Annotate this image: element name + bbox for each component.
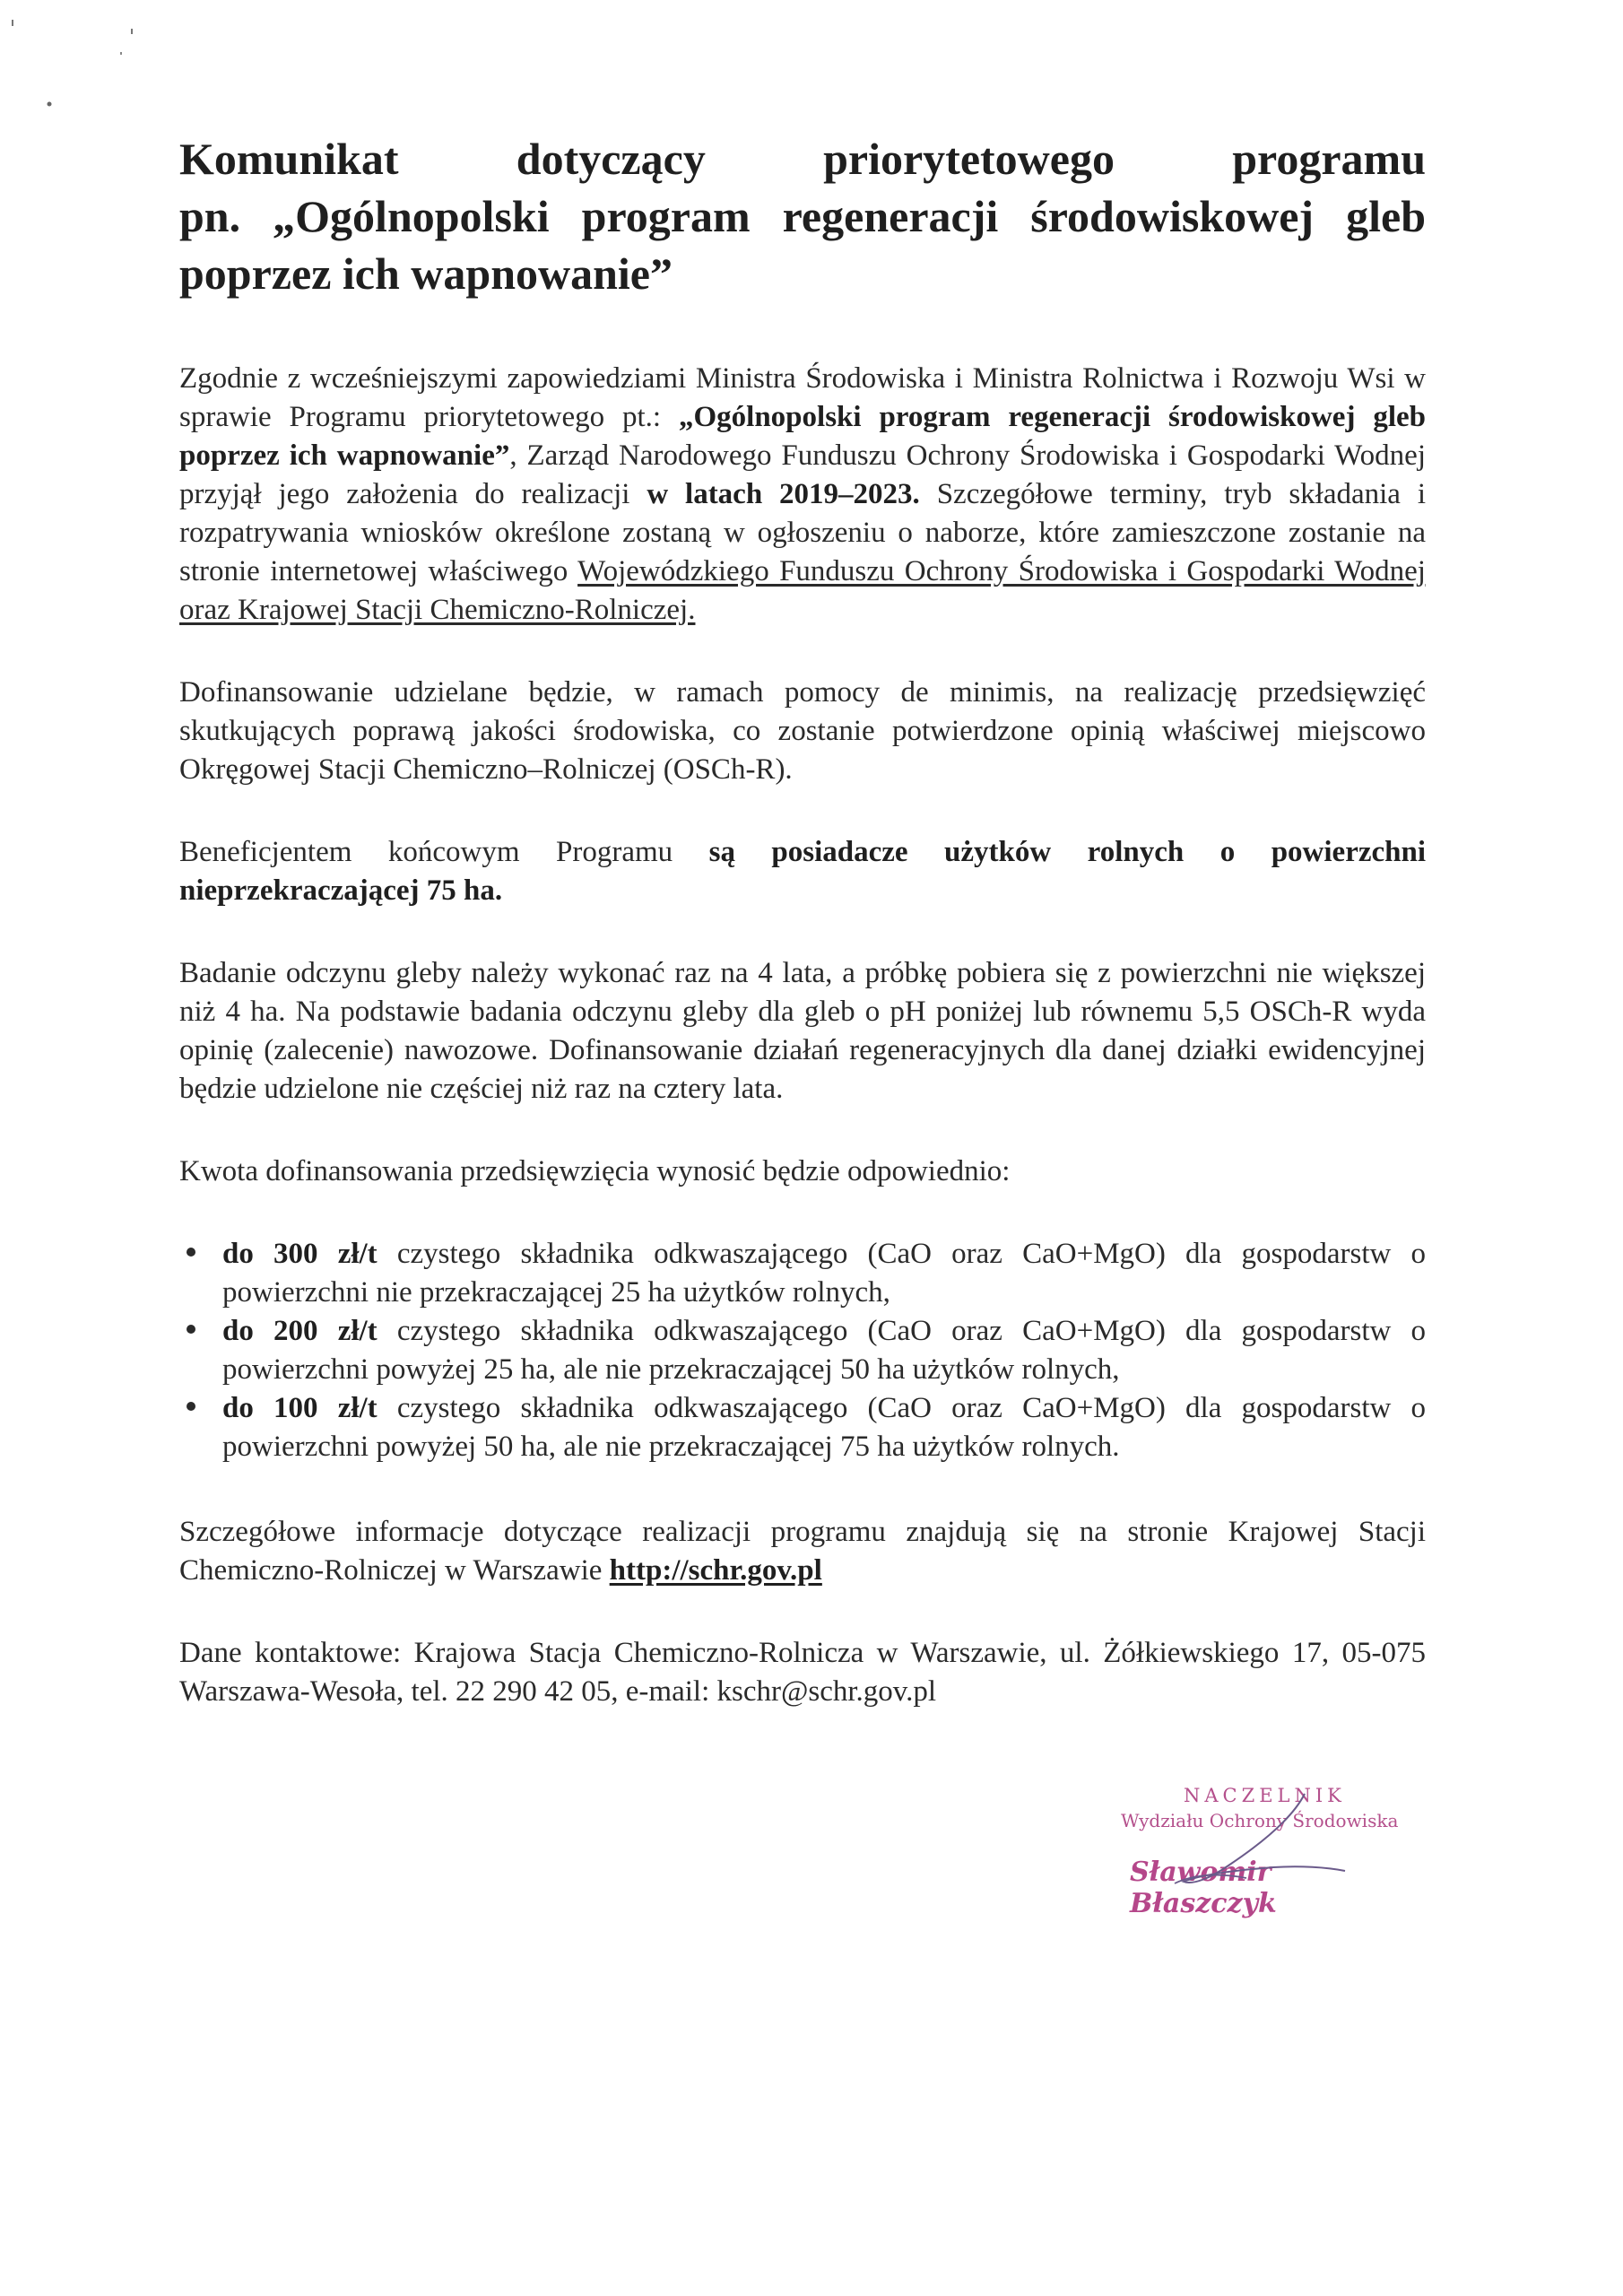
amount-description: czystego składnika odkwaszającego (CaO oraz CaO+MgO) dla gospodarstw o powierzchni nie przekraczającej 25 ha użytków rolnych, [222, 1238, 1427, 1309]
intro-text-2: , Zarząd Narodowego Funduszu Ochrony Środowiska i Gospodarki Wodnej przyjął jego założenia do realizacji [179, 439, 1427, 510]
title-first-line [179, 130, 1426, 187]
intro-text-3: Szczegółowe terminy, tryb składania i rozpatrywania wniosków określone zostaną w ogłoszeniu o naborze, które zamieszczone zostanie na stronie internetowej właściwego [179, 478, 1426, 587]
details-paragraph [179, 1513, 1426, 1590]
amount-value: do 100 zł/t [222, 1392, 378, 1424]
amounts-list [179, 1235, 1426, 1466]
stamp-department: Wydziału Ochrony Środowiska [1121, 1810, 1399, 1831]
bullet-icon [187, 1325, 195, 1334]
title-word: programu [1232, 134, 1426, 184]
amount-description: czystego składnika odkwaszającego (CaO oraz CaO+MgO) dla gospodarstw o powierzchni powyżej 50 ha, ale nie przekraczającej 75 ha użytków rolnych. [222, 1392, 1427, 1463]
program-name: „Ogólnopolski program regeneracji środowiskowej gleb poprzez ich wapnowanie” [179, 401, 1426, 472]
document-title [179, 130, 1426, 302]
program-years: w latach 2019–2023. [647, 478, 920, 510]
intro-text-1: Zgodnie z wcześniejszymi zapowiedziami Ministra Środowiska i Ministra Rolnictwa i Rozwoju Wsi w sprawie Programu priorytetowego pt.: [179, 362, 1426, 433]
stamp-name: Sławomir Błaszczyk [1130, 1857, 1277, 1919]
beneficiary-bold: są posiadacze użytków rolnych o powierzchni nieprzekraczającej 75 ha. [179, 836, 1427, 907]
beneficiary-paragraph [179, 833, 1426, 910]
stamp-title: NACZELNIK [1184, 1785, 1346, 1806]
handwritten-signature [1121, 1785, 1426, 1901]
list-item [179, 1312, 1426, 1389]
soil-test-paragraph: Badanie odczynu gleby należy wykonać raz na 4 lata, a próbkę pobiera się z powierzchni nie większej niż 4 ha. Na podstawie badania odczynu gleby dla gleb o pH poniżej lub równemu 5,5 OSCh-R wyda opinię (zalecenie) nawozowe. Dofinansowanie działań regeneracyjnych dla danej działki ewidencyjnej będzie udzielone nie częściej niż raz na cztery lata. [179, 957, 1426, 1105]
title-word: dotyczący [516, 134, 706, 184]
amount-value: do 300 zł/t [222, 1238, 378, 1270]
scan-specks [0, 0, 179, 126]
beneficiary-text: Beneficjentem końcowym Programu [179, 836, 709, 868]
funding-paragraph: Dofinansowanie udzielane będzie, w ramach pomocy de minimis, na realizację przedsięwzięć skutkujących poprawą jakości środowiska, co zostanie potwierdzone opinią właściwej miejscowo Okręgowej Stacji Chemiczno–Rolniczej (OSCh-R). [179, 676, 1426, 786]
bullet-icon [187, 1402, 195, 1411]
amount-intro: Kwota dofinansowania przedsięwzięcia wynosić będzie odpowiednio: [179, 1155, 1011, 1187]
title-rest: pn. „Ogólnopolski program regeneracji środowiskowej gleb poprzez ich wapnowanie” [179, 191, 1426, 299]
list-item [179, 1235, 1426, 1312]
bullet-icon [187, 1248, 195, 1257]
details-text: Szczegółowe informacje dotyczące realizacji programu znajdują się na stronie Krajowej Stacji Chemiczno-Rolniczej w Warszawie [179, 1516, 1426, 1587]
contact-paragraph: Dane kontaktowe: Krajowa Stacja Chemiczno-Rolnicza w Warszawie, ul. Żółkiewskiego 17, 05-075 Warszawa-Wesoła, tel. 22 290 42 05, e-mail: kschr@schr.gov.pl [179, 1637, 1426, 1708]
website-link[interactable]: http://schr.gov.pl [609, 1554, 822, 1587]
document-content [179, 130, 1426, 1755]
title-word: Komunikat [179, 134, 399, 184]
institutions-underlined: Wojewódzkiego Funduszu Ochrony Środowiska i Gospodarki Wodnej oraz Krajowej Stacji Chemiczno-Rolniczej. [179, 555, 1426, 626]
list-item [179, 1389, 1426, 1466]
title-word: priorytetowego [823, 134, 1115, 184]
intro-paragraph [179, 360, 1426, 630]
signature-stamp [1121, 1785, 1426, 1919]
amount-value: do 200 zł/t [222, 1315, 378, 1347]
amount-description: czystego składnika odkwaszającego (CaO oraz CaO+MgO) dla gospodarstw o powierzchni powyżej 25 ha, ale nie przekraczającej 50 ha użytków rolnych, [222, 1315, 1427, 1386]
